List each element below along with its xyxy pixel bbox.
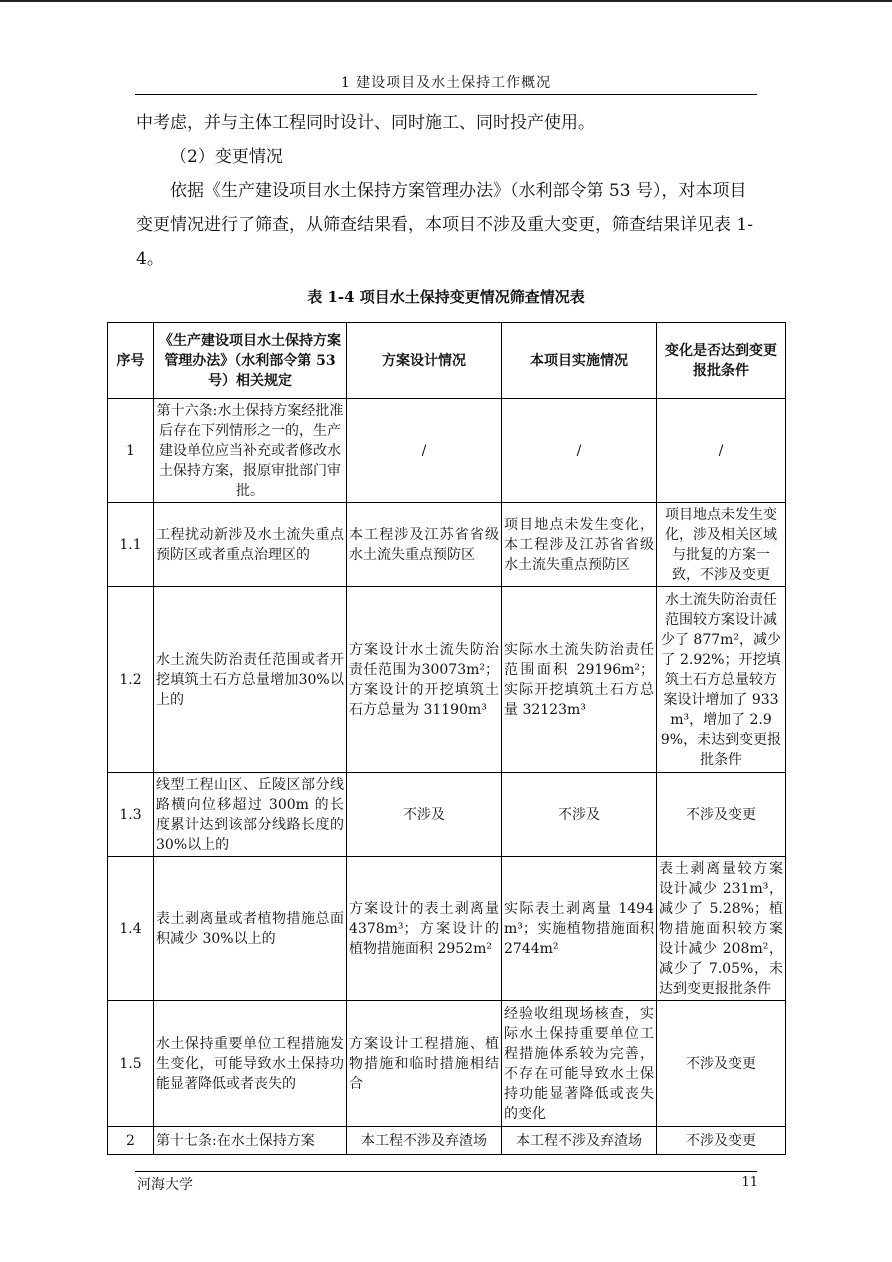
- body-paragraph-1: 中考虑，并与主体工程同时设计、同时施工、同时投产使用。: [136, 113, 595, 133]
- row-design: 方案设计的表土剥离量 4378m³；方案设计的植物措施面积 2952m²: [347, 857, 502, 1001]
- row-no: 1.2: [108, 587, 154, 773]
- row-rule: 水土保持重要单位工程措施发生变化，可能导致水土保持功能显著降低或者丧失的: [154, 1001, 347, 1127]
- row-design: /: [347, 399, 502, 503]
- header-rule: 《生产建设项目水土保持方案管理办法》（水利部令第 53 号）相关规定: [154, 323, 347, 399]
- table-row: [108, 773, 786, 857]
- row-no: 1: [108, 399, 154, 503]
- row-design: 本工程不涉及弃渣场: [347, 1127, 502, 1155]
- row-actual: 经验收组现场核查，实际水土保持重要单位工程措施体系较为完善，不存在可能导致水土保持功能显著降低或丧失的变化: [502, 1001, 657, 1127]
- section-heading: （2）变更情况: [170, 147, 283, 167]
- row-design: 方案设计水土流失防治责任范围为30073m²；方案设计的开挖填筑土石方总量为 31190m³: [347, 587, 502, 773]
- row-no: 2: [108, 1127, 154, 1155]
- row-change: 表土剥离量较方案设计减少 231m³，减少了 5.28%；植物措施面积较方案设计减少 208m²，减少了 7.05%，未达到变更报批条件: [657, 857, 786, 1001]
- table-row: [108, 399, 786, 503]
- row-actual: 实际水土流失防治责任范围面积 29196m²；实际开挖填筑土石方总量 32123m³: [502, 587, 657, 773]
- table-row: [108, 1001, 786, 1127]
- row-no: 1.3: [108, 773, 154, 857]
- table-row: [108, 587, 786, 773]
- row-change: 不涉及变更: [657, 773, 786, 857]
- header-actual: 本项目实施情况: [502, 323, 657, 399]
- header-design: 方案设计情况: [347, 323, 502, 399]
- running-header: 1 建设项目及水土保持工作概况: [340, 75, 552, 91]
- header-no: 序号: [108, 323, 154, 399]
- page-number: 11: [741, 1175, 758, 1190]
- row-actual: 本工程不涉及弃渣场: [502, 1127, 657, 1155]
- header-rule: [135, 94, 757, 95]
- row-change: /: [657, 399, 786, 503]
- row-rule: 表土剥离量或者植物措施总面积减少 30%以上的: [154, 857, 347, 1001]
- row-design: 不涉及: [347, 773, 502, 857]
- row-rule: 工程扰动新涉及水土流失重点预防区或者重点治理区的: [154, 503, 347, 587]
- change-screening-table: [107, 322, 786, 1155]
- row-design: 本工程涉及江苏省省级水土流失重点预防区: [347, 503, 502, 587]
- row-design: 方案设计工程措施、植物措施和临时措施相结合: [347, 1001, 502, 1127]
- body-paragraph-2: 依据《生产建设项目水土保持方案管理办法》（水利部令第 53 号），对本项目变更情况进行了筛查，从筛查结果看，本项目不涉及重大变更，筛查结果详见表 1-4。: [136, 181, 753, 269]
- row-no: 1.5: [108, 1001, 154, 1127]
- table-row: [108, 857, 786, 1001]
- row-rule: 第十六条:水土保持方案经批准后存在下列情形之一的，生产建设单位应当补充或者修改水土保持方案，报原审批部门审批。: [154, 399, 347, 503]
- table-header-row: [108, 323, 786, 399]
- row-change: 水土流失防治责任范围较方案设计减少了 877m²，减少了 2.92%；开挖填筑土石方总量较方案设计增加了 933m³，增加了 2.99%，未达到变更报批条件: [657, 587, 786, 773]
- row-rule: 线型工程山区、丘陵区部分线路横向位移超过 300m 的长度累计达到该部分线路长度的 30%以上的: [154, 773, 347, 857]
- footer-organization: 河海大学: [137, 1177, 193, 1193]
- table-row: [108, 1127, 786, 1155]
- header-change: 变化是否达到变更报批条件: [657, 323, 786, 399]
- top-border: [0, 0, 892, 2]
- row-no: 1.4: [108, 857, 154, 1001]
- row-change: 项目地点未发生变化，涉及相关区域与批复的方案一致，不涉及变更: [657, 503, 786, 587]
- row-actual: 不涉及: [502, 773, 657, 857]
- row-rule: 水土流失防治责任范围或者开挖填筑土石方总量增加30%以上的: [154, 587, 347, 773]
- row-actual: 实际表土剥离量 1494m³；实施植物措施面积 2744m²: [502, 857, 657, 1001]
- row-actual: /: [502, 399, 657, 503]
- footer-rule: [135, 1171, 757, 1172]
- table-caption: 表 1-4 项目水土保持变更情况筛查情况表: [307, 288, 585, 306]
- row-rule: 第十七条:在水土保持方案: [154, 1127, 347, 1155]
- row-change: 不涉及变更: [657, 1001, 786, 1127]
- row-actual: 项目地点未发生变化，本工程涉及江苏省省级水土流失重点预防区: [502, 503, 657, 587]
- row-change: 不涉及变更: [657, 1127, 786, 1155]
- table-row: [108, 503, 786, 587]
- row-no: 1.1: [108, 503, 154, 587]
